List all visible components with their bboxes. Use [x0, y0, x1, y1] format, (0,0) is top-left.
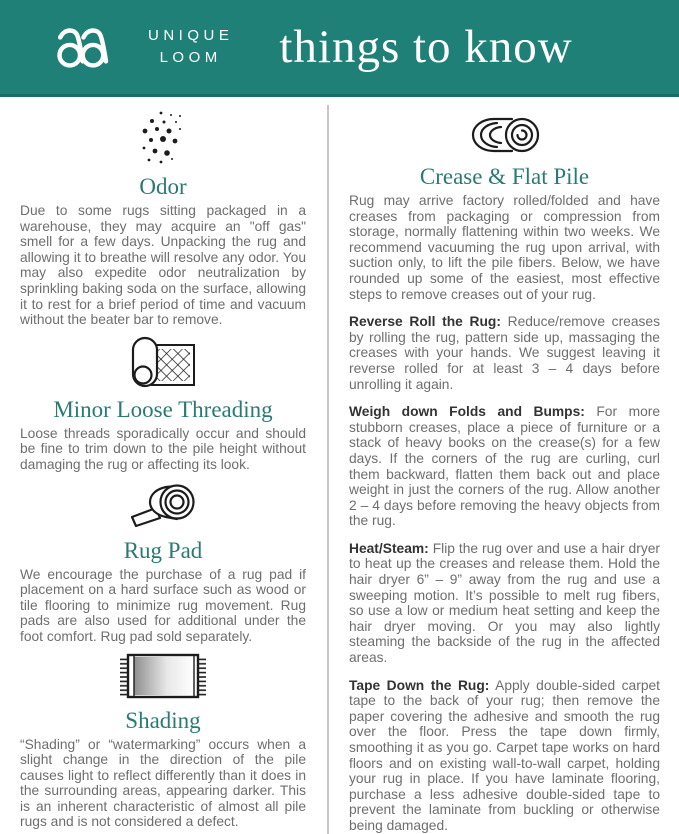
rug-pad-icon-wrap	[20, 481, 306, 534]
section-body: “Shading” or “watermarking” occurs when a slight change in the direction of the pile causes light to reflect differently than it does in the surrounding areas, appearing darker. This is an inherent characteristic of almost all pile rugs and is not considered a defect.	[20, 736, 306, 830]
tip-text: Reduce/remove creases by rolling the rug, pattern side up, massaging the creases with your hands. We suggest leaving it reverse rolled for at least 3 – 4 days before unrolling it again.	[349, 314, 660, 392]
unique-loom-loops-icon	[52, 18, 134, 76]
section-heading: Rug Pad	[123, 537, 203, 563]
content-area	[0, 97, 679, 834]
right-column	[329, 97, 679, 834]
crease-icon-wrap	[349, 115, 660, 160]
tip-heat-steam	[349, 541, 660, 666]
odor-icon-wrap	[20, 110, 306, 170]
section-heading: Odor	[139, 174, 187, 199]
section-shading	[20, 653, 306, 831]
rolled-rug-spiral-icon	[466, 115, 544, 155]
section-intro: Rug may arrive factory rolled/folded and have creases from packaging or compression from storage, normally flattening within two weeks. We recommend vacuuming the rug upon arrival, with suction only, to lift the pile fibers. Below, we have rounded up some of the easiest, most effective steps to remove creases out of your rug.	[349, 193, 660, 302]
unrolling-rug-icon	[127, 336, 199, 388]
shading-icon-wrap	[20, 653, 306, 704]
section-minor-loose-threading	[20, 336, 306, 473]
section-body: We encourage the purchase of a rug pad if placement on a hard surface such as wood or tile flooring to minimize rug movement. Rug pads are also used for additional under the foot comfort. Rug pad sold separately.	[20, 566, 306, 644]
section-body: Due to some rugs sitting packaged in a warehouse, they may acquire an "off gas" smell for a few days. Unpacking the rug and allowing it to breathe will resolve any odor. You may also expedite odor neutralization by sprinkling baking soda on the surface, allowing it to rest for a brief period of time and vacuum without the beater bar to remove.	[20, 203, 306, 328]
tip-label: Heat/Steam:	[349, 540, 429, 556]
section-rug-pad	[20, 481, 306, 645]
rug-pad-roll-icon	[126, 481, 200, 529]
section-heading: Minor Loose Threading	[53, 396, 273, 422]
tip-text: For more stubborn creases, place a piece of furniture or a stack of heavy books on the crease(s) for a few days. If the corners of the rug are curling, curl them backward, flatten them back out and place weight in just the corners of the rug. Allow another 2 – 4 days before removing the heavy objects from the rug.	[349, 404, 661, 529]
section-heading: Shading	[125, 707, 201, 733]
brand-line1: UNIQUE	[148, 27, 234, 45]
section-odor	[20, 110, 306, 328]
tip-label: Reverse Roll the Rug:	[349, 314, 501, 330]
brand-line2: LOOM	[159, 49, 222, 66]
tip-tape-down	[349, 678, 660, 834]
header-bar	[0, 0, 679, 97]
page-title: things to know	[279, 21, 573, 73]
tip-weigh-down	[349, 404, 660, 529]
tip-label: Tape Down the Rug:	[349, 677, 490, 693]
section-body: Loose threads sporadically occur and should be fine to trim down to the pile height without damaging the rug or affecting its look.	[20, 425, 306, 472]
section-crease-flat-pile	[349, 115, 660, 834]
tip-text: Apply double-sided carpet tape to the back of your rug; then remove the paper covering the adhesive and smooth the rug over the floor. Press the tape down firmly, smoothing it as you go. Carpet tape works on hard floors and on existing wall-to-wall carpet, holding your rug in place. If you have laminate flooring, purchase a less adhesive double-sided tape to prevent the laminate from buckling or otherwise being damaged.	[349, 677, 661, 833]
section-heading: Crease & Flat Pile	[419, 164, 590, 189]
odor-particles-icon	[137, 110, 189, 165]
brand-name	[148, 25, 233, 69]
tip-label: Weigh down Folds and Bumps:	[349, 404, 585, 420]
tip-reverse-roll	[349, 314, 660, 392]
tip-text: Flip the rug over and use a hair dryer to heat up the creases and release them. Hold the hair dryer 6” – 9” away from the rug and use a sweeping motion. It’s possible to melt rug fibers, so use a low or medium heat setting and keep the hair dryer moving. Or you may also lightly steaming the backside of the rug in the affected areas.	[349, 540, 660, 666]
fringed-rug-icon	[119, 653, 207, 699]
threading-icon-wrap	[20, 336, 306, 393]
left-column	[0, 97, 327, 834]
